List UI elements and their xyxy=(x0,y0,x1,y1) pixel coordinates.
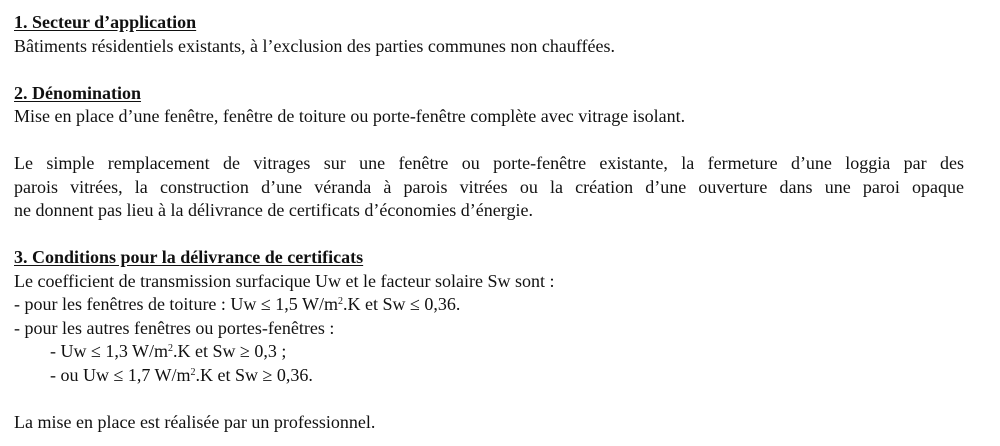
closing-text: La mise en place est réalisée par un professionnel. xyxy=(14,411,376,432)
condition-text: - pour les fenêtres de toiture : Uw ≤ 1,5 W/m xyxy=(14,294,338,314)
paragraph-line: ne donnent pas lieu à la délivrance de certificats d’économies d’énergie. xyxy=(14,200,533,220)
condition-text: .K et Sw ≥ 0,36. xyxy=(195,364,313,385)
section-1-heading: 1. Secteur d’application xyxy=(14,12,197,32)
spacer xyxy=(14,58,964,82)
section-3-heading: 3. Conditions pour la délivrance de certificats xyxy=(14,247,364,267)
superscript: 2 xyxy=(168,343,174,354)
condition-text: .K et Sw ≤ 0,36. xyxy=(342,294,461,314)
section-1-text: Bâtiments résidentiels existants, à l’exclusion des parties communes non chauffées. xyxy=(14,35,616,56)
option-1-condition xyxy=(14,340,964,364)
condition-text: - ou Uw ≤ 1,7 W/m xyxy=(50,364,191,385)
condition-text: - Uw ≤ 1,3 W/m xyxy=(50,341,169,361)
condition-text: .K et Sw ≥ 0,3 ; xyxy=(173,341,287,361)
option-2-condition xyxy=(14,364,964,388)
spacer xyxy=(14,223,964,247)
superscript: 2 xyxy=(337,296,343,307)
spacer xyxy=(14,129,964,153)
superscript: 2 xyxy=(190,366,196,378)
document-body xyxy=(14,11,964,434)
section-3-intro: Le coefficient de transmission surfacique Uw et le facteur solaire Sw sont : xyxy=(14,270,555,291)
other-windows-condition: - pour les autres fenêtres ou portes-fenêtres : xyxy=(14,317,335,338)
paragraph-line: Le simple remplacement de vitrages sur une fenêtre ou porte-fenêtre existante, la fermeture d’une loggia par des xyxy=(14,153,964,173)
section-2-text: Mise en place d’une fenêtre, fenêtre de toiture ou porte-fenêtre complète avec vitrage isolant. xyxy=(14,106,686,126)
spacer xyxy=(14,387,964,411)
roof-windows-condition xyxy=(14,293,964,317)
paragraph-line: parois vitrées, la construction d’une véranda à parois vitrées ou la création d’une ouverture dans une paroi opaque xyxy=(14,176,964,197)
section-2-paragraph xyxy=(14,152,964,223)
section-2-heading: 2. Dénomination xyxy=(14,82,142,103)
